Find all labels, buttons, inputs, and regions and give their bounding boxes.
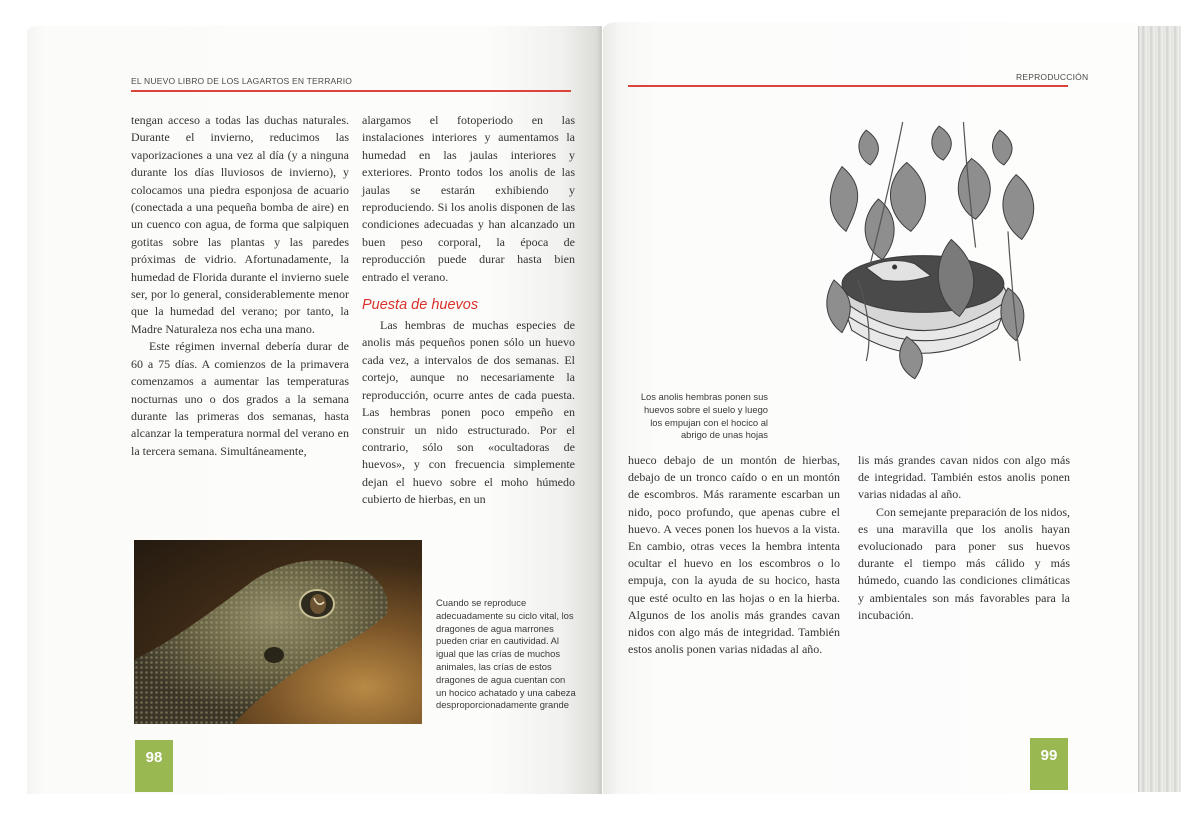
section-subheading: Puesta de huevos	[362, 297, 479, 314]
right-column-2	[858, 452, 1070, 624]
left-column-2	[362, 112, 575, 509]
paragraph: Este régimen invernal debería durar de 60 a 75 días. A comienzos de la primavera comenzamos a aumentar las temperaturas nocturnas uno o dos grados a la semana durante las primeras dos semanas, hasta alcanzar la temperatura normal del verano en la tercera semana. Simultáneamente,	[131, 339, 349, 458]
right-running-head: REPRODUCCIÓN	[1016, 72, 1089, 82]
anole-plant-illustration	[782, 118, 1072, 382]
left-header-rule	[131, 90, 571, 92]
paragraph: tengan acceso a todas las duchas naturales. Durante el invierno, reducimos las vaporizaciones a una vez al día (y a ninguna durante los días lluviosos de invierno), y colocamos una piedra esponjosa de acuario (conectada a una pequeña bomba de aire) en un cuenco con agua, de forma que salpiquen gotitas sobre las plantas y las paredes próximas de vidrio. Afortunadamente, la humedad de Florida durante el invierno suele ser, por lo general, considerablemente menor que la humedad del verano; por tanto, la Madre Naturaleza nos echa una mano.	[131, 113, 349, 336]
right-page-number: 99	[1030, 738, 1068, 790]
paragraph: Las hembras de muchas especies de anolis más pequeños ponen sólo un huevo cada vez, a intervalos de dos semanas. El cortejo, aunque no necesariamente la reproducción, ocurre antes de cada puesta. Las hembras ponen poco empeño en construir un nido estructurado. Por el contrario, sólo son «ocultadoras de huevos», y con frecuencia simplemente dejan el huevo sobre el moho húmedo cubierto de hierbas, en un	[362, 318, 575, 507]
right-column-1	[628, 452, 840, 658]
left-running-head: EL NUEVO LIBRO DE LOS LAGARTOS EN TERRARIO	[131, 76, 353, 86]
left-page-number: 98	[135, 740, 173, 792]
paragraph: alargamos el fotoperiodo en las instalaciones interiores y aumentamos la humedad en las jaulas interiores y exteriores. Pronto todos los anolis de las jaulas se estarán exhibiendo y reproduciendo. Si los anolis disponen de las condiciones adecuadas y han alcanzado un buen peso corporal, la época de reproducción puede durar hasta bien entrado el verano.	[362, 113, 575, 284]
illustration-caption: Los anolis hembras ponen sus huevos sobre el suelo y luego los empujan con el hocico al abrigo de unas hojas	[640, 391, 768, 441]
paragraph: lis más grandes cavan nidos con algo más de integridad. También estos anolis ponen varias nidadas al año.	[858, 453, 1070, 502]
right-header-rule	[628, 85, 1068, 87]
photo-caption: Cuando se reproduce adecuadamente su ciclo vital, los dragones de agua marrones pueden criar en cautividad. Al igual que las crías de muchos animales, las crías de estos dragones de agua cuentan con un hocico achatado y una cabeza desproporcionadamente grande	[436, 597, 576, 711]
page-edges	[1138, 26, 1181, 792]
paragraph: hueco debajo de un montón de hierbas, debajo de un tronco caído o en un montón de escombros. Más raramente escarban un nido, poco profundo, que apenas cubre el huevo. A veces ponen los huevos a la vista. En cambio, otras veces la hembra intenta ocultar el huevo en los escombros o lo empuja, con la ayuda de su hocico, hasta que esté oculto en las hojas o en la hierba. Algunos de los anolis más grandes cavan nidos con algo más de integridad. También estos anolis ponen varias nidadas al año.	[628, 453, 840, 657]
water-dragon-photo	[134, 540, 422, 724]
left-column-1	[131, 112, 349, 460]
paragraph: Con semejante preparación de los nidos, es una maravilla que los anolis hayan evolucionado para poner sus huevos durante el tiempo más cálido y más húmedo, cuando las condiciones climáticas y ambientales son más favorables para la incubación.	[858, 504, 1070, 622]
